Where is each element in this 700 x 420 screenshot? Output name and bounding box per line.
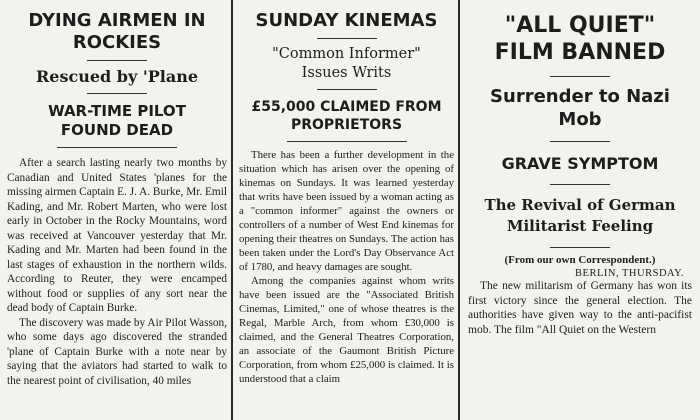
article-byline: (From our own Correspondent.) — [504, 254, 656, 266]
article-subheadline: WAR-TIME PILOT FOUND DEAD — [48, 102, 186, 139]
divider — [550, 247, 610, 248]
article-headline: "ALL QUIET" FILM BANNED — [494, 13, 666, 65]
divider — [550, 184, 610, 185]
article-subheadline: Surrender to Nazi Mob — [490, 86, 670, 130]
article-paragraph: There has been a further development in the situation which has arisen over the opening of kinemas on Sundays. It was learned yesterday that writs have been issued by a woman acting as a "common informer" against the owners or controllers of a number of West End kinemas for opening their theatres on Sundays. The action has been taken under the Lord's Day Observance Act of 1780, and heavy damages are sought. — [239, 149, 454, 273]
article-subheadline: The Revival of German Militarist Feeling — [484, 196, 676, 235]
article-subheadline: £55,000 CLAIMED FROM PROPRIETORS — [251, 99, 442, 133]
article-paragraph: After a search lasting nearly two months by Canadian and United States 'planes for the missing airmen Captain E. J. A. Burke, Mr. Emil Kading, and Mr. Robert Marten, who were lost early in October in the Rocky Mountains, word was received at Vancouver yesterday that Mr. Kading and Mr. Marten had been found in the last stages of exhaustion in the northern wilds. According to Reuter, they were encamped without food or supplies of any sort near the dead body of Captain Burke. — [7, 157, 227, 314]
column-rule — [231, 0, 233, 420]
article-all-quiet — [462, 0, 698, 420]
divider — [287, 141, 407, 142]
article-paragraph: The discovery was made by Air Pilot Wasson, who some days ago discovered the stranded 'plane of Captain Burke with a note near by saying that the aviators had started to walk to the nearest point of civilisation, 40 miles — [7, 316, 227, 387]
article-subheadline: Rescued by 'Plane — [35, 67, 199, 86]
divider — [57, 147, 177, 148]
article-subheadline: GRAVE SYMPTOM — [501, 154, 659, 173]
divider — [550, 141, 610, 142]
article-dying-airmen — [4, 0, 230, 420]
article-subheadline: "Common Informer" Issues Writs — [272, 46, 421, 81]
divider — [317, 38, 377, 39]
article-headline: SUNDAY KINEMAS — [255, 10, 438, 31]
divider — [87, 93, 147, 94]
divider — [550, 76, 610, 77]
article-headline: DYING AIRMEN IN ROCKIES — [28, 10, 206, 53]
article-paragraph: Among the companies against whom writs have been issued are the "Associated British Cinemas, Limited," one of whose theatres is the Regal, Marble Arch, from whom £30,000 is claimed, and the General Theatres Corporation, an associate of the Gaumont British Picture Corporation, from whom £25,000 is claimed. It is understood that a claim — [239, 275, 454, 385]
article-body — [236, 148, 457, 386]
article-sunday-kinemas — [236, 0, 457, 420]
article-body — [462, 279, 698, 337]
divider — [317, 89, 377, 90]
divider — [87, 60, 147, 61]
article-paragraph: The new militarism of Germany has won its first victory since the general election. The authorities have given way to the anti-pacifist mob. The film "All Quiet on the Western — [468, 280, 692, 336]
article-body — [4, 156, 230, 388]
column-rule — [458, 0, 460, 420]
article-dateline: BERLIN, THURSDAY. — [575, 268, 684, 279]
